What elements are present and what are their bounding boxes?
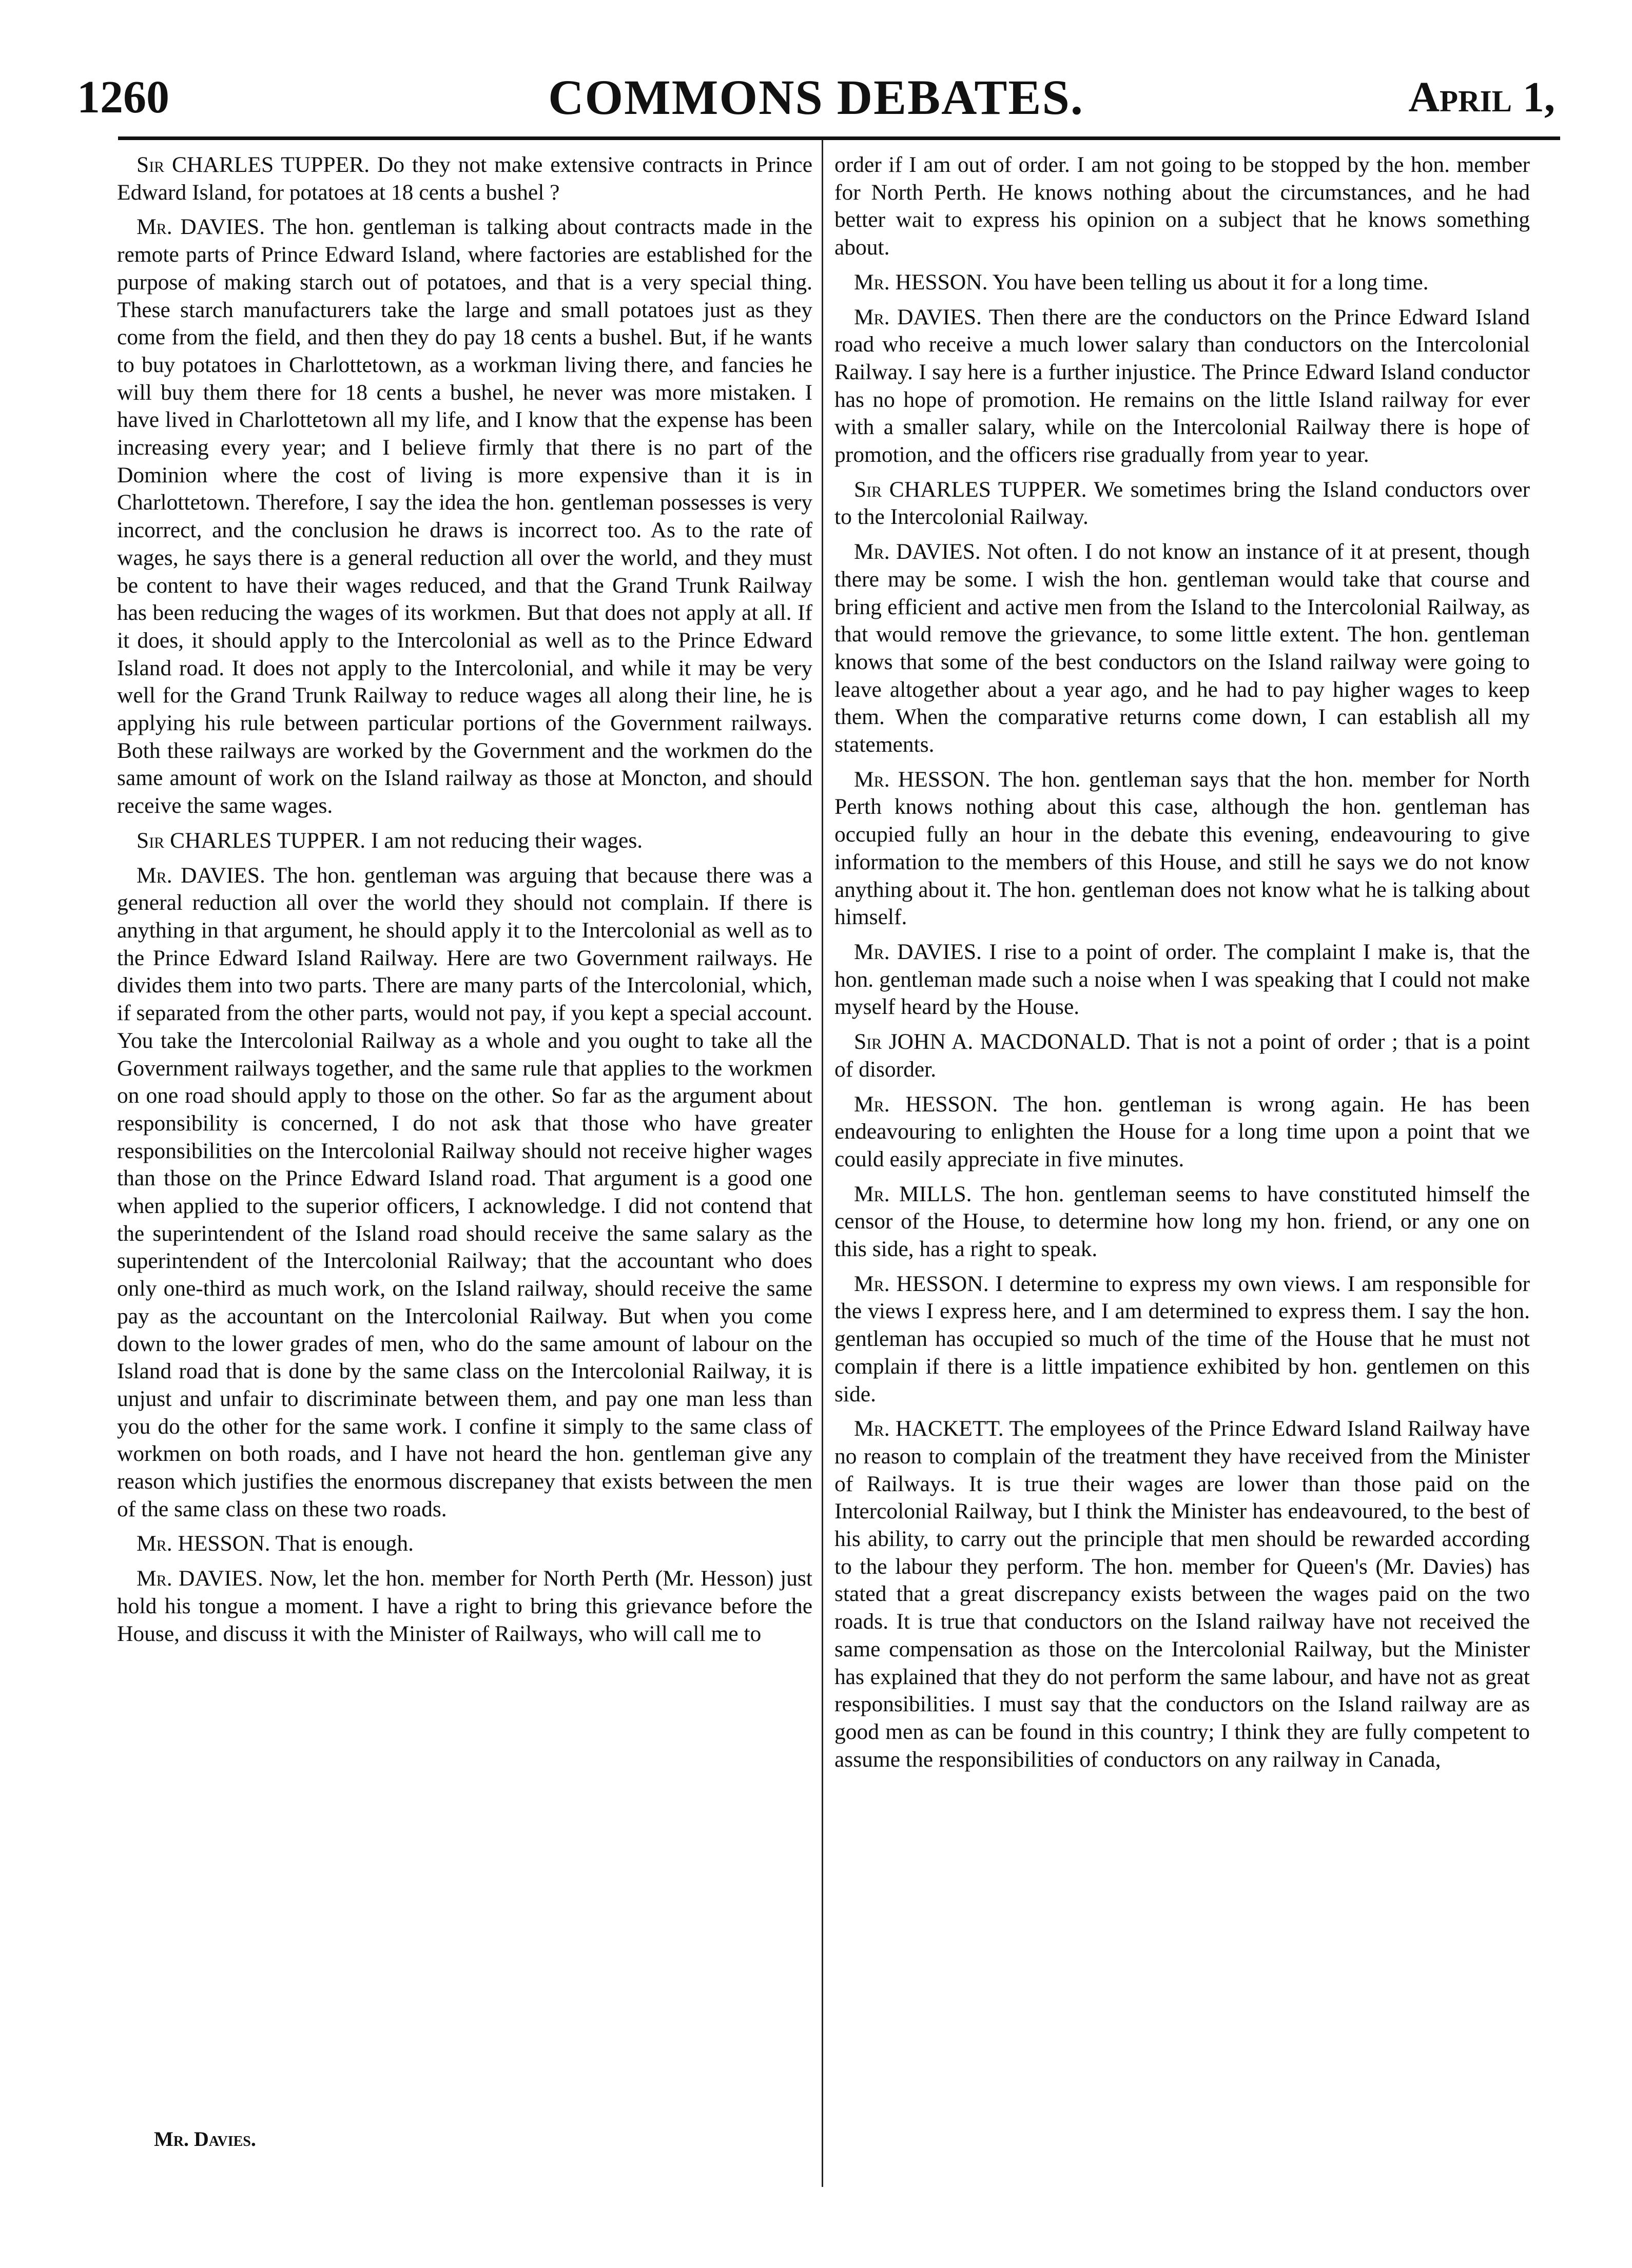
speech-text: order if I am out of order. I am not going to be stopped by the hon. member for North Perth. He knows nothing about the circumstances, and he had better wait to express his opinion on a subject that he knows something about. [834,152,1530,260]
speaker-name: Sir JOHN A. MACDONALD. [854,1029,1131,1054]
speech-text: The hon. gentleman is wrong again. He has been endeavouring to enlighten the House for a long time upon a point that we could easily appreciate in five minutes. [834,1091,1530,1171]
speech-text: We sometimes bring the Island conductors over to the Intercolonial Railway. [834,477,1530,530]
speech-text: Not often. I do not know an instance of it at present, though there may be some. I wish the hon. gentleman would take that course and bring efficient and active men from the Island to the Intercolonial Railway, as that would remove the grievance, to some little extent. The hon. gentleman knows that some of the best conductors on the Island railway were going to leave altogether about a year ago, and he had to pay higher wages to keep them. When the comparative returns come down, I can establish all my statements. [834,539,1530,757]
speech-paragraph [117,827,812,855]
speech-paragraph [834,269,1530,297]
speaker-name: Mr. DAVIES. [137,214,265,240]
speech-paragraph [834,476,1530,531]
header-date: April 1, [1408,73,1555,121]
speech-text: That is enough. [275,1531,414,1556]
speech-paragraph [834,1270,1530,1409]
speech-paragraph [834,939,1530,1021]
left-column [117,151,812,1655]
speaker-name: Mr. DAVIES. [854,304,982,329]
speech-text: The hon. gentleman seems to have constituted himself the censor of the House, to determine how long my hon. friend, or any one on this side, has a right to speak. [834,1181,1530,1262]
speech-paragraph [117,1530,812,1558]
speech-paragraph [117,862,812,1523]
speaker-name: Mr. HESSON. [854,767,990,792]
speech-text: I am not reducing their wages. [371,828,643,853]
speaker-name: Mr. DAVIES. [854,539,981,564]
speech-text: Then there are the conductors on the Prince Edward Island road who receive a much lower salary than conductors on the Intercolonial Railway. I say here is a further injustice. The Prince Edward Island conductor has no hope of promotion. He remains on the little Island railway for ever with a smaller salary, while on the Intercolonial Railway there is hope of promotion, and the officers rise gradually from year to year. [834,304,1530,467]
speaker-name: Sir CHARLES TUPPER. [137,828,366,853]
speech-paragraph [834,1181,1530,1263]
speech-text: Now, let the hon. member for North Perth (Mr. Hesson) just hold his tongue a moment. I have a right to bring this grievance before the House, and discuss it with the Minister of Railways, who will call me to [117,1566,813,1646]
column-divider [822,140,823,2187]
catchword: Mr. Davies. [154,2127,256,2150]
speech-paragraph [834,766,1530,931]
speaker-name: Sir CHARLES TUPPER. [854,477,1087,502]
header-rule [118,136,1560,140]
speaker-name: Mr. HESSON. [854,269,988,295]
speaker-name: Sir CHARLES TUPPER. [137,152,370,177]
speech-paragraph [117,1565,812,1648]
page-number: 1260 [77,72,169,123]
speech-text: The hon. gentleman was arguing that because there was a general reduction all over the world they should not complain. If there is anything in that argument, he should apply it to the Intercolonial as well as to the Prince Edward Island Railway. Here are two Government railways. He divides them into two parts. There are many parts of the Intercolonial, which, if separated from the other parts, would not pay, if you kept a special account. You take the Intercolonial Railway as a whole and you ought to take all the Government railways together, and the same rule that applies to the workmen on one road should apply to those on the other. So far as the argument about responsibility is concerned, I do not ask that those who have greater responsibilities on the Intercolonial Railway should not receive higher wages than those on the Prince Edward Island road. That argument is a good one when applied to the superior officers, I acknowledge. I did not contend that the superintendent of the Island road should receive the same salary as the superintendent of the Intercolonial Railway; that the accountant who does only one-third as much work, on the Island railway, should receive the same pay as the accountant on the Intercolonial Railway. But when you come down to the lower grades of men, who do the same amount of labour on the Island road that is done by the same class on the Intercolonial Railway, it is unjust and unfair to discriminate between them, and pay one man less than you do the other for the same work. I confine it simply to the same class of workmen on both roads, and I have not heard the hon. gentleman give any reason which justifies the enormous discrepaney that exists between the men of the same class on these two roads. [117,863,812,1521]
speech-text: I rise to a point of order. The complaint I make is, that the hon. gentleman made such a noise when I was speaking that I could not make myself heard by the House. [834,939,1530,1020]
speaker-name: Mr. MILLS. [854,1181,972,1206]
speaker-name: Mr. HESSON. [854,1091,998,1117]
speech-text: Do they not make extensive contracts in Prince Edward Island, for potatoes at 18 cents a bushel ? [117,152,813,205]
right-column [834,151,1530,1781]
speech-paragraph [834,1028,1530,1083]
speech-text: I determine to express my own views. I am responsible for the views I express here, and I am determined to express them. I say the hon. gentleman has occupied so much of the time of the House that he must not complain if there is a little impatience exhibited by hon. gentlemen on this side. [834,1271,1530,1406]
speech-text: The hon. gentleman is talking about contracts made in the remote parts of Prince Edward Island, where factories are established for the purpose of making starch out of potatoes, and that is a very special thing. These starch manufacturers take the large and small potatoes just as they come from the field, and then they do pay 18 cents a bushel. But, if he wants to buy potatoes in Charlottetown, as a workman living there, and fancies he will buy them there for 18 cents a bushel, he never was more mistaken. I have lived in Charlottetown all my life, and I know that the expense has been increasing every year; and I believe firmly that there is no part of the Dominion where the cost of living is more expensive than it is in Charlottetown. Therefore, I say the idea the hon. gentleman possesses is very incorrect, and the conclusion he draws is incorrect too. As to the rate of wages, he says there is a general reduction all over the world, and they must be content to have their wages reduced, and that the Grand Trunk Railway has been reducing the wages of its workmen. But that does not apply at all. If it does, it should apply to the Intercolonial as well as to the Prince Edward Island road. It does not apply to the Intercolonial, and while it may be very well for the Grand Trunk Railway to reduce wages all along their line, he is applying his rule between particular portions of the Government railways. Both these railways are worked by the Government and the workmen do the same amount of work on the Island railway as those at Moncton, and should receive the same wages. [117,214,813,818]
speaker-name: Mr. HESSON. [854,1271,989,1296]
speech-paragraph [834,1415,1530,1773]
speech-paragraph [834,538,1530,759]
speaker-name: Mr. DAVIES. [137,1566,263,1591]
speaker-name: Mr. DAVIES. [854,939,982,964]
page-header [77,67,1555,133]
publication-title: COMMONS DEBATES. [548,70,1084,125]
speech-text: The hon. gentleman says that the hon. member for North Perth knows nothing about this case, although the hon. gentleman has occupied fully an hour in the debate this evening, endeavouring to give information to the members of this House, and still he says we do not know anything about it. The hon. gentleman does not know what he is talking about himself. [834,767,1530,930]
speech-text: That is not a point of order ; that is a point of disorder. [834,1029,1530,1082]
speech-paragraph [117,151,812,206]
speech-paragraph [834,304,1530,469]
speech-text: You have been telling us about it for a long time. [992,269,1429,295]
speech-paragraph [117,213,812,819]
speech-paragraph [834,151,1530,262]
speaker-name: Mr. HESSON. [137,1531,270,1556]
speaker-name: Mr. HACKETT. [854,1416,1004,1441]
speech-paragraph [834,1091,1530,1174]
speaker-name: Mr. DAVIES. [137,863,265,888]
speech-text: The employees of the Prince Edward Island Railway have no reason to complain of the treatment they have received from the Minister of Railways. It is true their wages are lower than those paid on the Intercolonial Railway, but I think the Minister has endeavoured, to the best of his ability, to carry out the principle that men should be rewarded according to the labour they perform. The hon. member for Queen's (Mr. Davies) has stated that a great discrepancy exists between the wages paid on the two roads. It is true that conductors on the Island railway have not received the same compensation as those on the Intercolonial Railway, but the Minister has explained that they do not perform the same labour, and have not as great responsibilities. I must say that the conductors on the Island railway are as good men as can be found in this country; I think they are fully competent to assume the responsibilities of conductors on any railway in Canada, [834,1416,1530,1772]
